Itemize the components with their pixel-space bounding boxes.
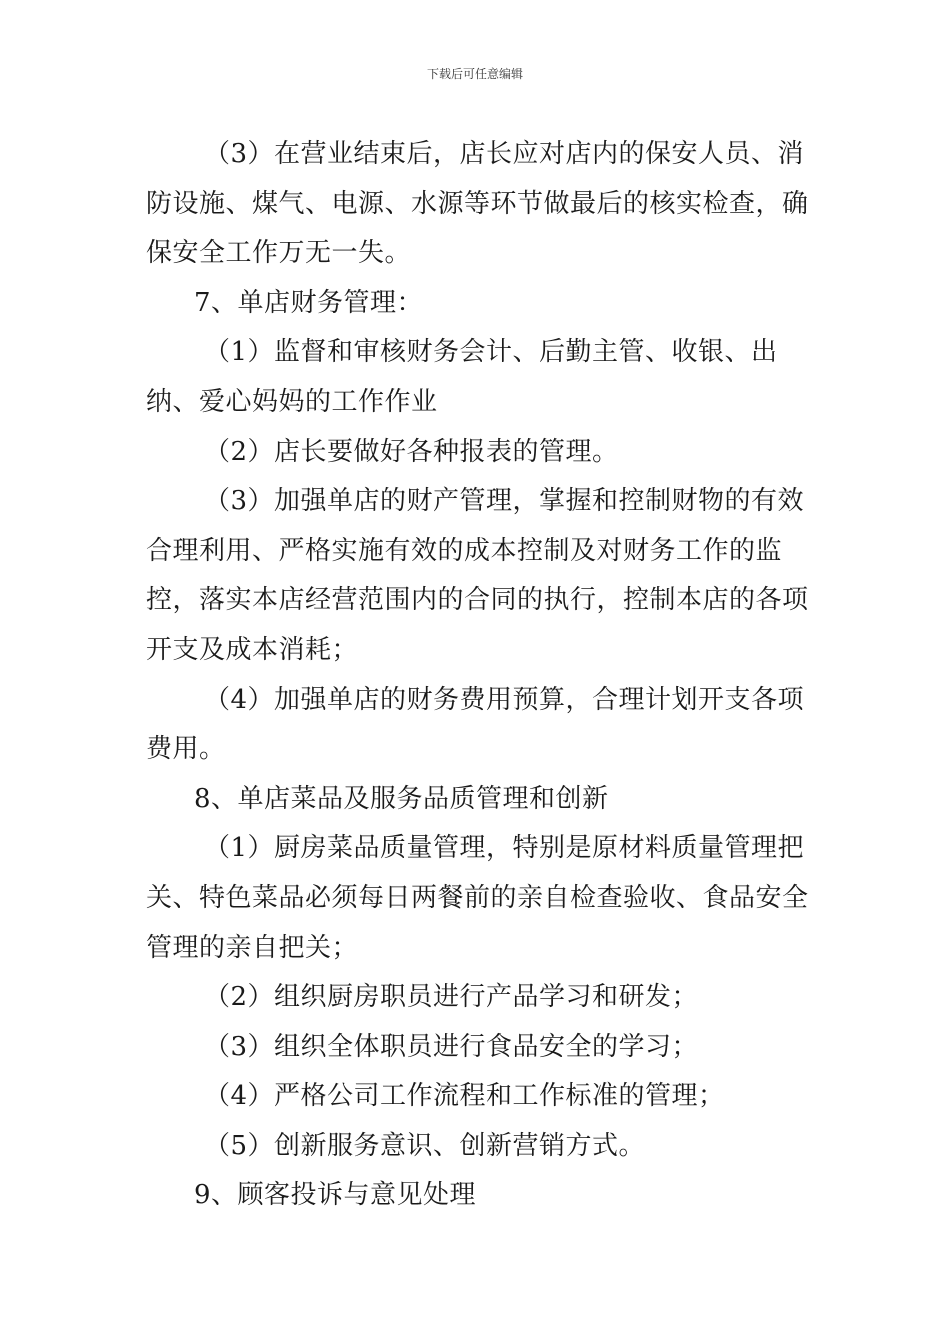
document-body bbox=[146, 130, 826, 1221]
paragraph-quality-2: （2）组织厨房职员进行产品学习和研发； bbox=[204, 982, 699, 1013]
section-heading-finance: 7、单店财务管理： bbox=[194, 287, 424, 318]
section-heading-quality: 8、单店菜品及服务品质管理和创新 bbox=[194, 783, 609, 814]
paragraph-quality-1: （1）厨房菜品质量管理，特别是原材料质量管理把关、特色菜品必须每日两餐前的亲自检查验收、食品安全管理的亲自把关； bbox=[146, 833, 809, 963]
paragraph-quality-4: （4）严格公司工作流程和工作标准的管理； bbox=[204, 1081, 725, 1112]
paragraph-quality-3: （3）组织全体职员进行食品安全的学习； bbox=[204, 1031, 699, 1062]
paragraph-finance-1: （1）监督和审核财务会计、后勤主管、收银、出纳、爱心妈妈的工作作业 bbox=[146, 337, 778, 417]
paragraph-finance-4: （4）加强单店的财务费用预算，合理计划开支各项费用。 bbox=[146, 684, 805, 765]
paragraph-quality-5: （5）创新服务意识、创新营销方式。 bbox=[204, 1130, 646, 1161]
paragraph-finance-3: （3）加强单店的财产管理，掌握和控制财物的有效合理利用、严格实施有效的成本控制及对财务工作的监控，落实本店经营范围内的合同的执行，控制本店的各项开支及成本消耗； bbox=[146, 486, 809, 665]
section-heading-complaints: 9、顾客投诉与意见处理 bbox=[194, 1180, 477, 1211]
paragraph-finance-2: （2）店长要做好各种报表的管理。 bbox=[204, 436, 619, 467]
paragraph-closing-inspection: （3）在营业结束后，店长应对店内的保安人员、消防设施、煤气、电源、水源等环节做最后的核实检查，确保安全工作万无一失。 bbox=[146, 139, 809, 269]
page-header-note: 下载后可任意编辑 bbox=[426, 67, 523, 81]
